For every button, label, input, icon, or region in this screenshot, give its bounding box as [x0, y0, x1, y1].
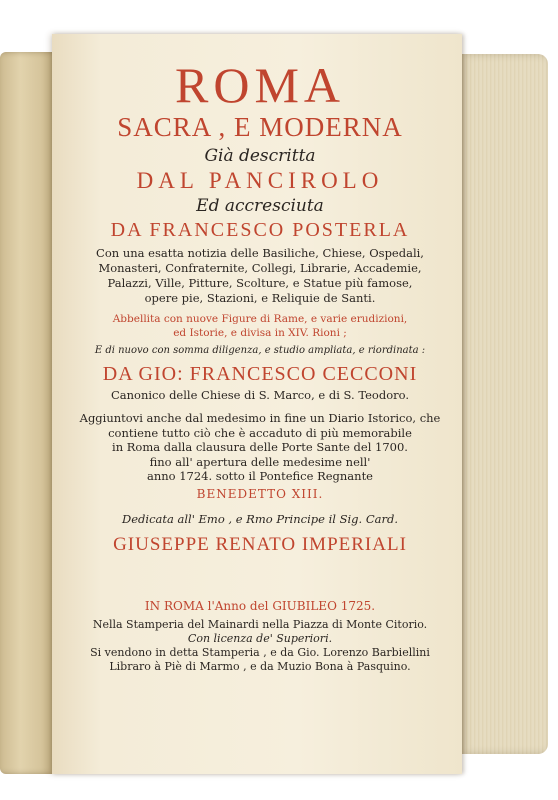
diario-line: in Roma dalla clausura delle Porte Sante del 1700.: [112, 440, 408, 454]
dedication-line: Dedicata all' Emo , e Rmo Principe il Sig. Card.: [122, 511, 398, 526]
page-edges: [460, 54, 548, 754]
imprint-sellers: Si vendono in detta Stamperia , e da Gio. Lorenzo Barbiellini: [90, 646, 430, 659]
dal-pancirolo: DAL PANCIROLO: [136, 168, 384, 193]
dedicatee-imperiali: GIUSEPPE RENATO IMPERIALI: [113, 533, 407, 555]
title-roma: ROMA: [174, 57, 346, 113]
author-posterla: DA FRANCESCO POSTERLA: [110, 219, 410, 241]
title-block: [70, 57, 450, 557]
diario-line: anno 1724. sotto il Pontefice Regnante: [146, 469, 373, 483]
imprint-place-year: IN ROMA l'Anno del GIUBILEO 1725.: [144, 599, 376, 613]
abbellita-note: [70, 312, 450, 340]
pope-benedetto: BENEDETTO XIII.: [196, 486, 324, 501]
imprint-licence: Con licenza de' Superiori.: [187, 632, 333, 645]
contents-description: [70, 246, 450, 306]
contents-line: Con una esatta notizia delle Basiliche, Chiese, Ospedali,: [96, 246, 424, 260]
gia-descritta: Già descritta: [204, 146, 316, 166]
abbellita-line: Abbellita con nuove Figure di Rame, e varie erudizioni,: [112, 313, 408, 325]
canonico-line: Canonico delle Chiese di S. Marco, e di S. Teodoro.: [110, 388, 409, 402]
diario-line: Aggiuntovi anche dal medesimo in fine un Diario Istorico, che: [79, 411, 441, 425]
diario-line: fino all' apertura delle medesime nell': [149, 454, 371, 469]
diario-line: contiene tutto ciò che è accaduto di più memorabile: [108, 425, 412, 440]
edition-note: E di nuovo con somma diligenza, e studio ampliata, e riordinata :: [94, 345, 426, 356]
imprint-block: [70, 598, 450, 674]
diario-description: [70, 411, 450, 484]
ed-accresciuta: Ed accresciuta: [196, 196, 324, 216]
title-subtitle: SACRA , E MODERNA: [117, 112, 403, 142]
contents-line: Palazzi, Ville, Pitture, Scolture, e Statue più famose,: [107, 276, 413, 290]
imprint-printer: Nella Stamperia del Mainardi nella Piazza di Monte Citorio.: [92, 618, 428, 631]
editor-cecconi: DA GIO: FRANCESCO CECCONI: [102, 363, 418, 385]
abbellita-line: ed Istorie, e divisa in XIV. Rioni ;: [173, 327, 347, 339]
book-cover-left: [0, 52, 58, 774]
imprint-sellers-2: Libraro à Piè di Marmo , e da Muzio Bona à Pasquino.: [109, 660, 411, 673]
contents-line: opere pie, Stazioni, e Reliquie de Santi.: [144, 291, 376, 305]
contents-line: Monasteri, Confraternite, Collegi, Librarie, Accademie,: [98, 261, 422, 275]
